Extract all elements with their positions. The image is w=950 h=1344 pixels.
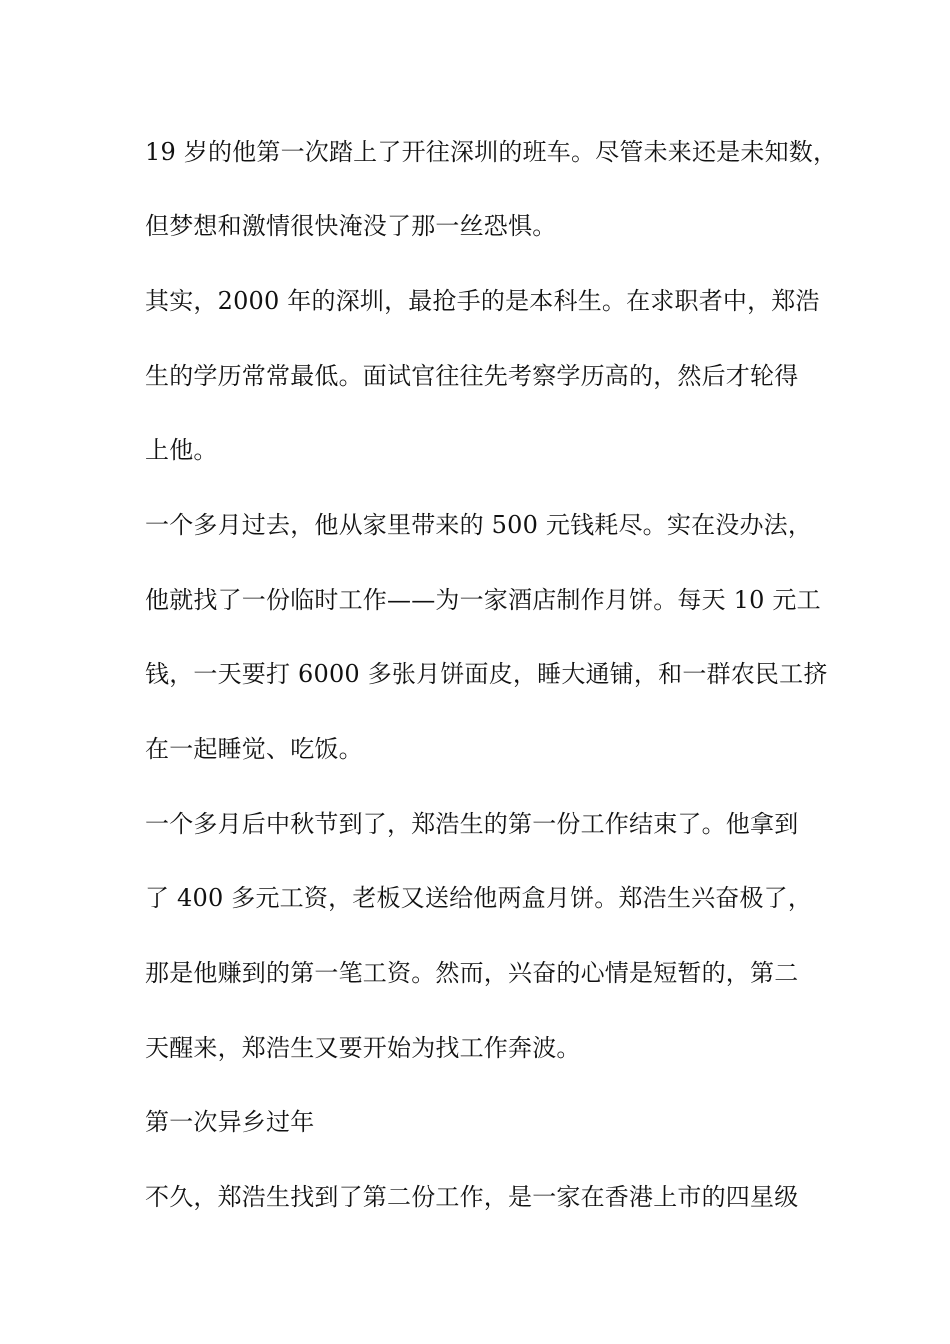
text-line: 但梦想和激情很快淹没了那一丝恐惧。 bbox=[145, 212, 557, 240]
text-line: 了 400 多元工资，老板又送给他两盒月饼。郑浩生兴奋极了， bbox=[145, 884, 813, 912]
text-line: 天醒来，郑浩生又要开始为找工作奔波。 bbox=[145, 1034, 581, 1062]
text-line: 上他。 bbox=[145, 436, 218, 464]
text-line: 钱，一天要打 6000 多张月饼面皮，睡大通铺，和一群农民工挤 bbox=[145, 660, 828, 688]
text-line: 其实，2000 年的深圳，最抢手的是本科生。在求职者中，郑浩 bbox=[145, 287, 820, 315]
text-line: 一个多月过去，他从家里带来的 500 元钱耗尽。实在没办法， bbox=[145, 511, 813, 539]
text-line: 不久，郑浩生找到了第二份工作，是一家在香港上市的四星级 bbox=[145, 1183, 799, 1211]
text-line: 在一起睡觉、吃饭。 bbox=[145, 735, 363, 763]
text-line: 那是他赚到的第一笔工资。然而，兴奋的心情是短暂的，第二 bbox=[145, 959, 799, 987]
text-line: 他就找了一份临时工作——为一家酒店制作月饼。每天 10 元工 bbox=[145, 586, 821, 614]
text-line: 生的学历常常最低。面试官往往先考察学历高的，然后才轮得 bbox=[145, 362, 799, 390]
text-line: 19 岁的他第一次踏上了开往深圳的班车。尽管未来还是未知数， bbox=[145, 138, 838, 166]
section-heading: 第一次异乡过年 bbox=[145, 1108, 315, 1136]
text-line: 一个多月后中秋节到了，郑浩生的第一份工作结束了。他拿到 bbox=[145, 810, 799, 838]
